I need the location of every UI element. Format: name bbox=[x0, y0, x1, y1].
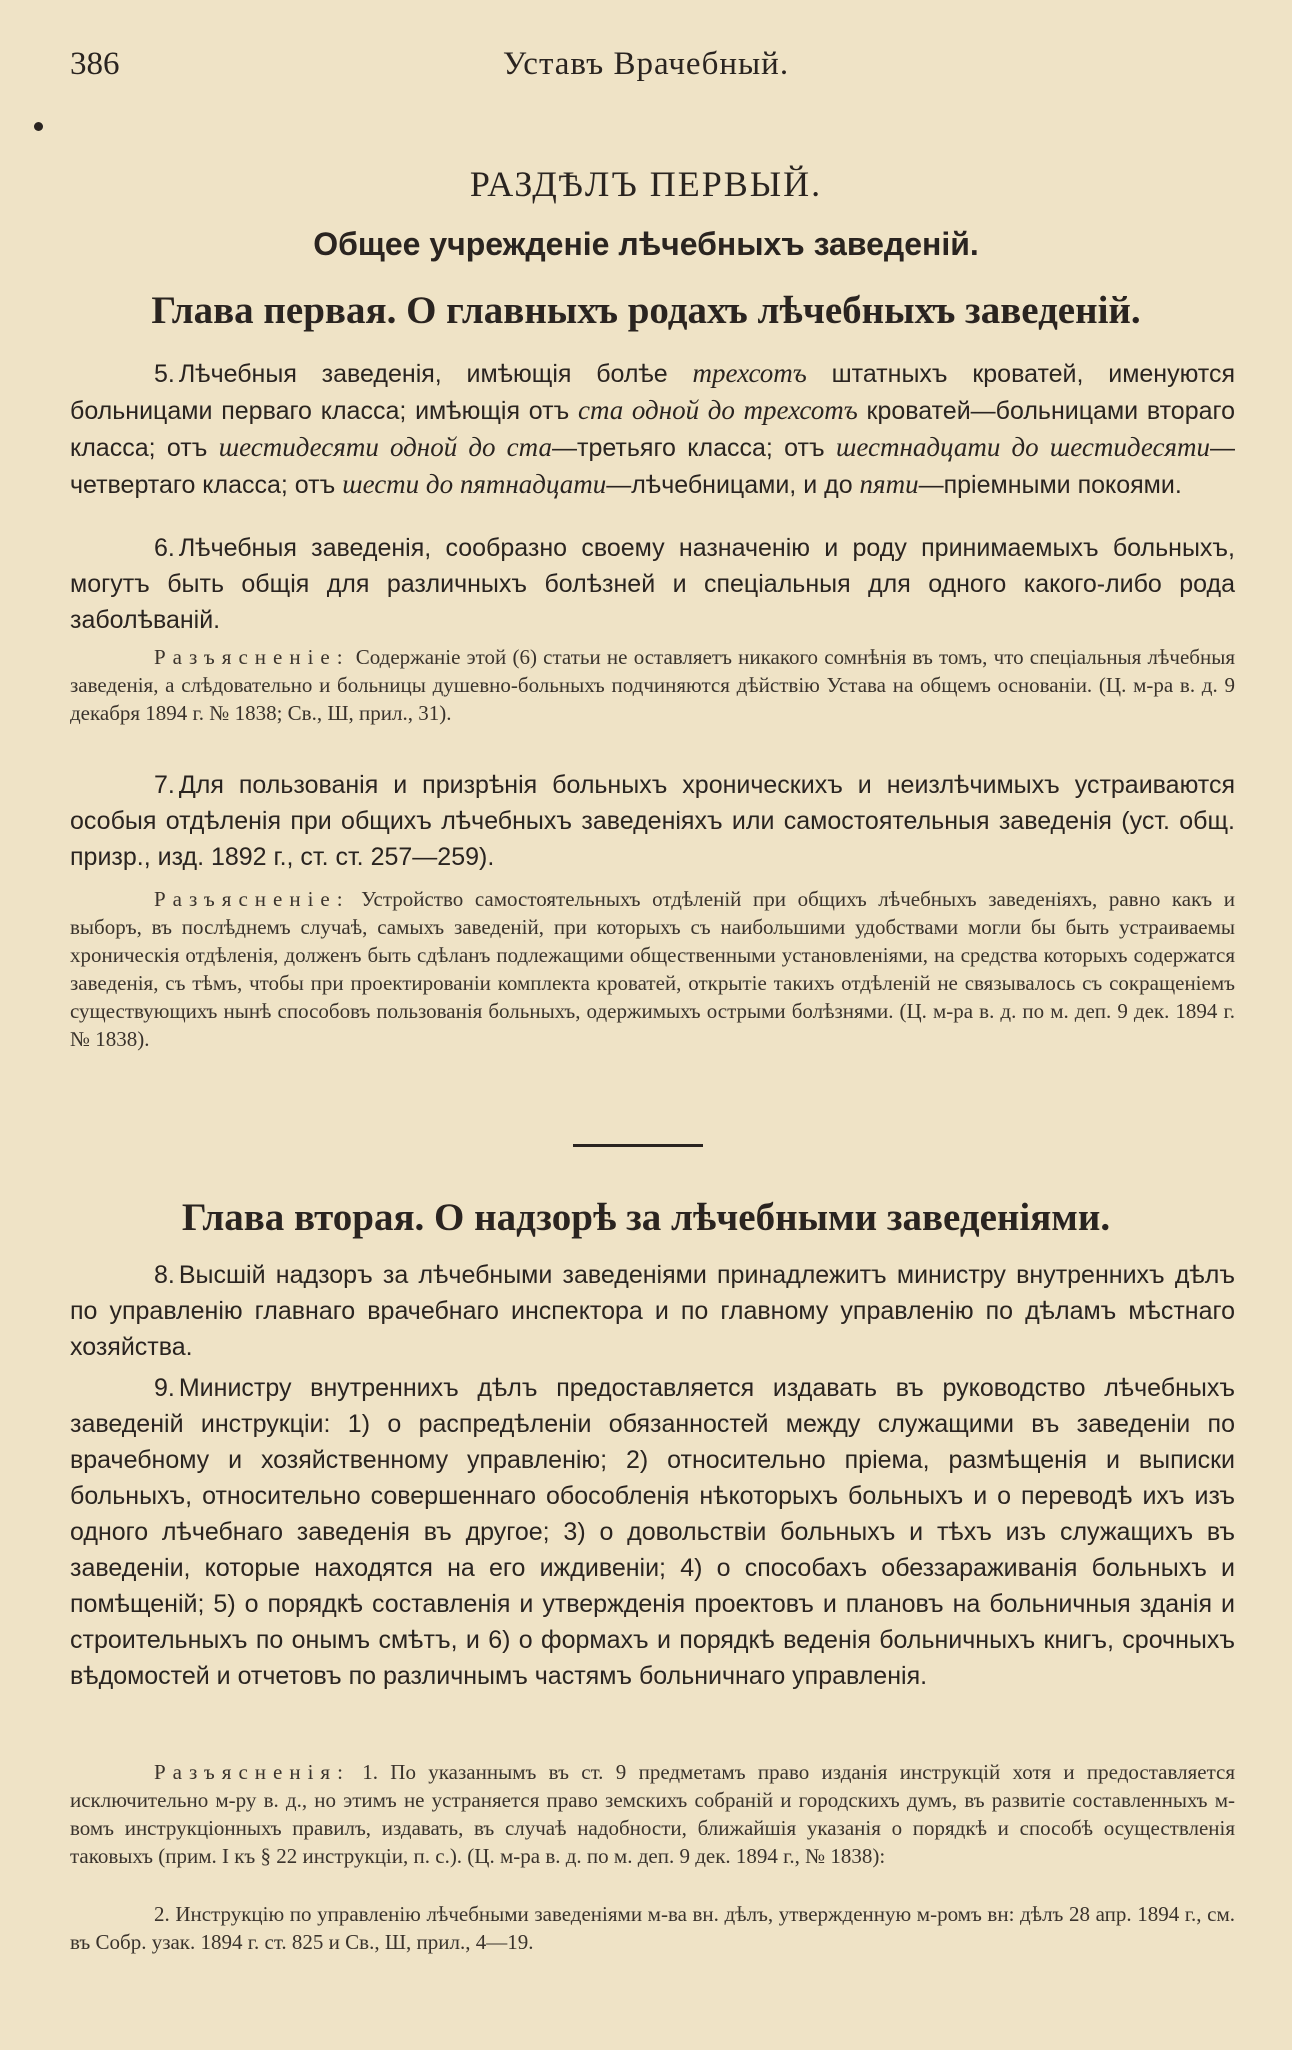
note-lead: Разъясненіе: bbox=[154, 887, 350, 911]
article-number: 6. bbox=[154, 534, 175, 562]
article-text: —четвертаго класса; отъ bbox=[70, 434, 1235, 499]
note-text: Содержаніе этой (6) статьи не оставляетъ никакого сомнѣнія въ томъ, что спеціальныя лѣчебныя заведенія, а слѣдовательно и больницы душевно-больныхъ подчиняются дѣйствію Устава на общемъ основаніи. (Ц. м-ра в. д. 9 декабря 1894 г. № 1838; Св., Ш, прил., 31). bbox=[70, 645, 1235, 725]
margin-dot bbox=[34, 122, 43, 131]
article-9 bbox=[70, 1370, 1235, 1694]
article-italic: шестидесяти одной до ста bbox=[218, 432, 552, 462]
article-7 bbox=[70, 767, 1235, 875]
article-text: Лѣчебныя заведенія, имѣющія болѣе bbox=[178, 360, 693, 388]
note-article-7 bbox=[70, 885, 1235, 1053]
article-number: 5. bbox=[154, 360, 175, 388]
chapter-title: Глава первая. О главныхъ родахъ лѣчебныхъ заведеній. bbox=[151, 289, 1141, 332]
section-divider bbox=[573, 1144, 703, 1147]
section-title: РАЗДѢЛЪ ПЕРВЫЙ. bbox=[469, 164, 823, 204]
article-text: Высшій надзоръ за лѣчебными заведеніями принадлежитъ министру внутреннихъ дѣлъ по управленію главнаго врачебнаго инспектора и по главному управленію по дѣламъ мѣстнаго хозяйства. bbox=[70, 1261, 1235, 1361]
article-text: Для пользованія и призрѣнія больныхъ хроническихъ и неизлѣчимыхъ устраиваются особыя отдѣленія при общихъ лѣчебныхъ заведеніяхъ или самостоятельныя заведенія (уст. общ. призр., изд. 1892 г., ст. ст. 257—259). bbox=[70, 771, 1235, 871]
article-italic: шестнадцати до шестидесяти bbox=[835, 432, 1210, 462]
note-article-9-part-2 bbox=[70, 1900, 1235, 1956]
note-lead: Разъясненіе: bbox=[154, 645, 350, 669]
article-italic: пяти bbox=[859, 469, 919, 499]
note-text: 1. По указаннымъ въ ст. 9 предметамъ право изданія инструкцій хотя и предоставляется исключительно м-ру в. д., но этимъ не устраняется право земскихъ собраній и городскихъ думъ, въ развитіе составленныхъ м-вомъ инструкціонныхъ правилъ, издавать, въ случаѣ надобности, ближайшія указанія о порядкѣ и способѣ осуществленія таковыхъ (прим. I къ § 22 инструкціи, п. с.). (Ц. м-ра в. д. по м. деп. 9 дек. 1894 г., № 1838): bbox=[70, 1760, 1235, 1868]
article-text: —третьяго класса; отъ bbox=[552, 434, 836, 462]
article-number: 9. bbox=[154, 1374, 175, 1402]
chapter-title: Глава вторая. О надзорѣ за лѣчебными заведеніями. bbox=[181, 1196, 1111, 1239]
article-text: Министру внутреннихъ дѣлъ предоставляется издавать въ руководство лѣчебныхъ заведеній инструкціи: 1) о распредѣленіи обязанностей между служащими въ заведеніи по врачебному и хозяйственному управленію; 2) относительно пріема, размѣщенія и выписки больныхъ, относительно совершеннаго обособленія нѣкоторыхъ больныхъ и о переводѣ ихъ изъ одного лѣчебнаго заведенія въ другое; 3) о довольствіи больныхъ и тѣхъ изъ служащихъ въ заведеніи, которые находятся на его иждивеніи; 4) о способахъ обеззараживанія больныхъ и помѣщеній; 5) о порядкѣ составленія и утвержденія проектовъ и плановъ на больничныя зданія и строительныхъ по онымъ смѣтъ, и 6) о формахъ и порядкѣ веденія больничныхъ книгъ, срочныхъ вѣдомостей и отчетовъ по различнымъ частямъ больничнаго управленія. bbox=[70, 1374, 1235, 1690]
article-italic: шести до пятнадцати bbox=[342, 469, 607, 499]
article-italic: трехсотъ bbox=[692, 358, 807, 388]
article-number: 7. bbox=[154, 771, 175, 799]
note-article-6 bbox=[70, 643, 1235, 727]
article-number: 8. bbox=[154, 1261, 175, 1289]
note-text: Устройство самостоятельныхъ отдѣленій при общихъ лѣчебныхъ заведеніяхъ, равно какъ и выборъ, въ послѣднемъ случаѣ, самыхъ заведеній, при которыхъ съ наибольшими удобствами могли бы быть устраиваемы хроническія отдѣленія, долженъ быть сдѣланъ подлежащими общественными установленіями, на средства которыхъ содержатся заведенія, съ тѣмъ, чтобы при проектированіи комплекта кроватей, открытіе такихъ отдѣленій не связывалось съ сокращеніемъ существующихъ нынѣ способовъ пользованія больныхъ, одержимыхъ острыми болѣзнями. (Ц. м-ра в. д. по м. деп. 9 дек. 1894 г. № 1838). bbox=[70, 887, 1235, 1051]
article-text: —пріемными покоями. bbox=[918, 471, 1182, 499]
note-article-9 bbox=[70, 1758, 1235, 1870]
page-header bbox=[70, 46, 1222, 90]
section-subtitle: Общее учрежденіе лѣчебныхъ заведеній. bbox=[313, 226, 979, 262]
article-text: кроватей—больницами втораго класса; отъ bbox=[70, 397, 1235, 462]
page-number: 386 bbox=[70, 46, 120, 82]
note-text: 2. Инструкцію по управленію лѣчебными заведеніями м-ва вн. дѣлъ, утвержденную м-ромъ вн: дѣлъ 28 апр. 1894 г., см. въ Собр. узак. 1894 г. ст. 825 и Св., Ш, прил., 4—19. bbox=[70, 1902, 1235, 1954]
note-lead: Разъясненія: bbox=[154, 1760, 350, 1784]
running-title: Уставъ Врачебный. bbox=[502, 46, 790, 82]
article-5 bbox=[70, 355, 1235, 503]
article-text: Лѣчебныя заведенія, сообразно своему назначенію и роду принимаемыхъ больныхъ, могутъ быть общія для различныхъ болѣзней и спеціальныя для одного какого-либо рода заболѣваній. bbox=[70, 534, 1235, 634]
article-6 bbox=[70, 530, 1235, 638]
article-italic: ста одной до трехсотъ bbox=[578, 395, 858, 425]
article-text: штатныхъ кроватей, именуются больницами перваго класса; имѣющія отъ bbox=[70, 360, 1236, 425]
article-text: —лѣчебницами, и до bbox=[606, 471, 860, 499]
article-8 bbox=[70, 1257, 1235, 1365]
